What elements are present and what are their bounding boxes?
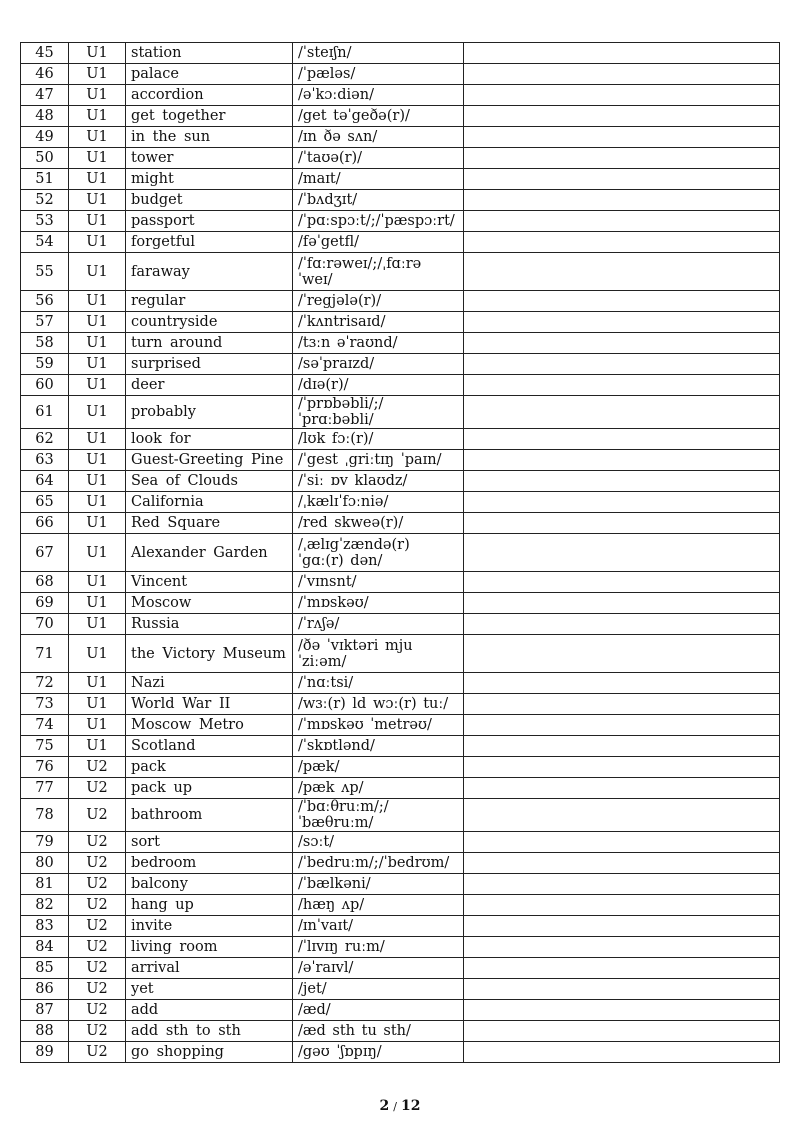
word-cell: accordion (126, 85, 293, 106)
phonetic-cell: /sɔːt/ (293, 832, 464, 853)
table-row (21, 958, 780, 979)
word-cell: turn around (126, 333, 293, 354)
row-number-cell: 82 (21, 895, 69, 916)
phonetic-cell: /ˈprɒbəbli/;/ˈprɑːbəbli/ (293, 396, 464, 429)
unit-cell: U2 (69, 778, 126, 799)
row-number-cell: 50 (21, 148, 69, 169)
table-row (21, 534, 780, 572)
unit-cell: U2 (69, 832, 126, 853)
phonetic-cell: /dɪə(r)/ (293, 375, 464, 396)
total-pages-number: 12 (400, 1098, 421, 1114)
table-row (21, 106, 780, 127)
row-number-cell: 68 (21, 572, 69, 593)
notes-cell (464, 979, 780, 1000)
phonetic-cell: /ˈbɑːθruːm/;/ˈbæθruːm/ (293, 799, 464, 832)
table-row (21, 979, 780, 1000)
notes-cell (464, 354, 780, 375)
phonetic-cell: /səˈpraɪzd/ (293, 354, 464, 375)
table-row (21, 1000, 780, 1021)
row-number-cell: 74 (21, 715, 69, 736)
word-cell: invite (126, 916, 293, 937)
table-row (21, 85, 780, 106)
word-cell: Vincent (126, 572, 293, 593)
row-number-cell: 52 (21, 190, 69, 211)
row-number-cell: 84 (21, 937, 69, 958)
phonetic-cell: /ˈsiː ɒv klaʊdz/ (293, 471, 464, 492)
notes-cell (464, 673, 780, 694)
unit-cell: U1 (69, 127, 126, 148)
phonetic-cell: /ˈsteɪʃn/ (293, 43, 464, 64)
unit-cell: U2 (69, 916, 126, 937)
row-number-cell: 72 (21, 673, 69, 694)
phonetic-cell: /ˈbʌdʒɪt/ (293, 190, 464, 211)
row-number-cell: 58 (21, 333, 69, 354)
current-page-number: 2 (379, 1098, 390, 1114)
table-row (21, 291, 780, 312)
phonetic-cell: /æd sth tu sth/ (293, 1021, 464, 1042)
unit-cell: U1 (69, 291, 126, 312)
notes-cell (464, 333, 780, 354)
notes-cell (464, 64, 780, 85)
notes-cell (464, 874, 780, 895)
table-row (21, 635, 780, 673)
row-number-cell: 71 (21, 635, 69, 673)
notes-cell (464, 43, 780, 64)
word-cell: passport (126, 211, 293, 232)
notes-cell (464, 916, 780, 937)
table-row (21, 673, 780, 694)
unit-cell: U1 (69, 375, 126, 396)
row-number-cell: 76 (21, 757, 69, 778)
table-row (21, 429, 780, 450)
vocabulary-table (20, 42, 780, 1063)
word-cell: regular (126, 291, 293, 312)
unit-cell: U2 (69, 874, 126, 895)
word-cell: go shopping (126, 1042, 293, 1063)
unit-cell: U1 (69, 169, 126, 190)
word-cell: palace (126, 64, 293, 85)
row-number-cell: 81 (21, 874, 69, 895)
table-row (21, 190, 780, 211)
notes-cell (464, 148, 780, 169)
word-cell: in the sun (126, 127, 293, 148)
table-row (21, 375, 780, 396)
table-row (21, 874, 780, 895)
table-row (21, 832, 780, 853)
notes-cell (464, 396, 780, 429)
table-row (21, 127, 780, 148)
word-cell: balcony (126, 874, 293, 895)
phonetic-cell: /ˈnɑːtsi/ (293, 673, 464, 694)
phonetic-cell: /fəˈgetfl/ (293, 232, 464, 253)
unit-cell: U1 (69, 715, 126, 736)
unit-cell: U1 (69, 85, 126, 106)
table-row (21, 64, 780, 85)
notes-cell (464, 375, 780, 396)
word-cell: hang up (126, 895, 293, 916)
notes-cell (464, 635, 780, 673)
unit-cell: U1 (69, 471, 126, 492)
unit-cell: U2 (69, 1000, 126, 1021)
word-cell: Moscow Metro (126, 715, 293, 736)
unit-cell: U1 (69, 429, 126, 450)
notes-cell (464, 832, 780, 853)
page-footer (0, 1098, 800, 1114)
table-row (21, 757, 780, 778)
word-cell: forgetful (126, 232, 293, 253)
notes-cell (464, 211, 780, 232)
row-number-cell: 61 (21, 396, 69, 429)
table-row (21, 593, 780, 614)
phonetic-cell: /wɜː(r) ld wɔː(r) tuː/ (293, 694, 464, 715)
row-number-cell: 83 (21, 916, 69, 937)
phonetic-cell: /get təˈgeðə(r)/ (293, 106, 464, 127)
row-number-cell: 49 (21, 127, 69, 148)
phonetic-cell: /ˈskɒtlənd/ (293, 736, 464, 757)
phonetic-cell: /maɪt/ (293, 169, 464, 190)
phonetic-cell: /ˈkʌntrisaɪd/ (293, 312, 464, 333)
table-row (21, 736, 780, 757)
row-number-cell: 56 (21, 291, 69, 312)
phonetic-cell: /ˌælɪgˈzændə(r) ˈgɑː(r) dən/ (293, 534, 464, 572)
row-number-cell: 79 (21, 832, 69, 853)
table-row (21, 572, 780, 593)
phonetic-cell: /hæŋ ʌp/ (293, 895, 464, 916)
notes-cell (464, 694, 780, 715)
word-cell: pack (126, 757, 293, 778)
notes-cell (464, 937, 780, 958)
unit-cell: U1 (69, 232, 126, 253)
word-cell: add (126, 1000, 293, 1021)
vocabulary-table-body (21, 43, 780, 1063)
word-cell: bedroom (126, 853, 293, 874)
table-row (21, 937, 780, 958)
notes-cell (464, 572, 780, 593)
word-cell: deer (126, 375, 293, 396)
notes-cell (464, 85, 780, 106)
unit-cell: U1 (69, 534, 126, 572)
unit-cell: U2 (69, 979, 126, 1000)
row-number-cell: 86 (21, 979, 69, 1000)
notes-cell (464, 757, 780, 778)
phonetic-cell: /ɪn ðə sʌn/ (293, 127, 464, 148)
word-cell: budget (126, 190, 293, 211)
phonetic-cell: /lʊk fɔː(r)/ (293, 429, 464, 450)
table-row (21, 232, 780, 253)
word-cell: yet (126, 979, 293, 1000)
word-cell: pack up (126, 778, 293, 799)
table-row (21, 778, 780, 799)
phonetic-cell: /ˈlɪvɪŋ ruːm/ (293, 937, 464, 958)
row-number-cell: 69 (21, 593, 69, 614)
phonetic-cell: /ˈbedruːm/;/ˈbedrʊm/ (293, 853, 464, 874)
phonetic-cell: /ˈrʌʃə/ (293, 614, 464, 635)
notes-cell (464, 614, 780, 635)
table-row (21, 169, 780, 190)
unit-cell: U1 (69, 354, 126, 375)
row-number-cell: 67 (21, 534, 69, 572)
word-cell: Sea of Clouds (126, 471, 293, 492)
row-number-cell: 88 (21, 1021, 69, 1042)
table-row (21, 471, 780, 492)
notes-cell (464, 715, 780, 736)
notes-cell (464, 853, 780, 874)
word-cell: might (126, 169, 293, 190)
word-cell: probably (126, 396, 293, 429)
row-number-cell: 48 (21, 106, 69, 127)
table-row (21, 1021, 780, 1042)
table-row (21, 694, 780, 715)
unit-cell: U1 (69, 253, 126, 291)
word-cell: Alexander Garden (126, 534, 293, 572)
unit-cell: U1 (69, 396, 126, 429)
row-number-cell: 53 (21, 211, 69, 232)
row-number-cell: 75 (21, 736, 69, 757)
word-cell: Guest-Greeting Pine (126, 450, 293, 471)
table-row (21, 1042, 780, 1063)
phonetic-cell: /ˈmɒskəʊ/ (293, 593, 464, 614)
notes-cell (464, 232, 780, 253)
notes-cell (464, 169, 780, 190)
word-cell: Russia (126, 614, 293, 635)
row-number-cell: 62 (21, 429, 69, 450)
table-row (21, 333, 780, 354)
unit-cell: U1 (69, 148, 126, 169)
unit-cell: U1 (69, 333, 126, 354)
row-number-cell: 45 (21, 43, 69, 64)
word-cell: faraway (126, 253, 293, 291)
notes-cell (464, 492, 780, 513)
table-row (21, 148, 780, 169)
row-number-cell: 87 (21, 1000, 69, 1021)
row-number-cell: 60 (21, 375, 69, 396)
row-number-cell: 70 (21, 614, 69, 635)
table-row (21, 853, 780, 874)
notes-cell (464, 958, 780, 979)
table-row (21, 492, 780, 513)
phonetic-cell: /ˈfɑːrəweɪ/;/ˌfɑːrə ˈweɪ/ (293, 253, 464, 291)
unit-cell: U1 (69, 106, 126, 127)
notes-cell (464, 1042, 780, 1063)
table-row (21, 43, 780, 64)
word-cell: Red Square (126, 513, 293, 534)
table-row (21, 450, 780, 471)
row-number-cell: 77 (21, 778, 69, 799)
notes-cell (464, 429, 780, 450)
word-cell: bathroom (126, 799, 293, 832)
row-number-cell: 85 (21, 958, 69, 979)
word-cell: station (126, 43, 293, 64)
row-number-cell: 57 (21, 312, 69, 333)
row-number-cell: 65 (21, 492, 69, 513)
unit-cell: U1 (69, 43, 126, 64)
notes-cell (464, 253, 780, 291)
unit-cell: U2 (69, 853, 126, 874)
page-separator: / (393, 1100, 397, 1113)
word-cell: get together (126, 106, 293, 127)
unit-cell: U1 (69, 736, 126, 757)
phonetic-cell: /ɪnˈvaɪt/ (293, 916, 464, 937)
unit-cell: U2 (69, 937, 126, 958)
phonetic-cell: /jet/ (293, 979, 464, 1000)
word-cell: sort (126, 832, 293, 853)
row-number-cell: 47 (21, 85, 69, 106)
word-cell: countryside (126, 312, 293, 333)
unit-cell: U1 (69, 673, 126, 694)
unit-cell: U1 (69, 190, 126, 211)
word-cell: the Victory Museum (126, 635, 293, 673)
unit-cell: U1 (69, 614, 126, 635)
row-number-cell: 73 (21, 694, 69, 715)
phonetic-cell: /ˈmɒskəʊ ˈmetrəʊ/ (293, 715, 464, 736)
phonetic-cell: /əˈraɪvl/ (293, 958, 464, 979)
word-cell: living room (126, 937, 293, 958)
row-number-cell: 78 (21, 799, 69, 832)
unit-cell: U1 (69, 572, 126, 593)
notes-cell (464, 534, 780, 572)
notes-cell (464, 1000, 780, 1021)
phonetic-cell: /pæk ʌp/ (293, 778, 464, 799)
row-number-cell: 80 (21, 853, 69, 874)
notes-cell (464, 513, 780, 534)
row-number-cell: 89 (21, 1042, 69, 1063)
phonetic-cell: /ˈtaʊə(r)/ (293, 148, 464, 169)
unit-cell: U2 (69, 757, 126, 778)
unit-cell: U1 (69, 312, 126, 333)
table-row (21, 916, 780, 937)
word-cell: Nazi (126, 673, 293, 694)
notes-cell (464, 127, 780, 148)
unit-cell: U2 (69, 1042, 126, 1063)
unit-cell: U1 (69, 64, 126, 85)
table-row (21, 799, 780, 832)
phonetic-cell: /ˈpæləs/ (293, 64, 464, 85)
table-row (21, 715, 780, 736)
row-number-cell: 63 (21, 450, 69, 471)
notes-cell (464, 190, 780, 211)
table-row (21, 513, 780, 534)
notes-cell (464, 471, 780, 492)
table-row (21, 895, 780, 916)
phonetic-cell: /ˈvɪnsnt/ (293, 572, 464, 593)
notes-cell (464, 778, 780, 799)
unit-cell: U2 (69, 799, 126, 832)
row-number-cell: 59 (21, 354, 69, 375)
unit-cell: U1 (69, 593, 126, 614)
unit-cell: U1 (69, 694, 126, 715)
phonetic-cell: /ˈpɑːspɔːt/;/ˈpæspɔːrt/ (293, 211, 464, 232)
row-number-cell: 51 (21, 169, 69, 190)
phonetic-cell: /ˌkælɪˈfɔːniə/ (293, 492, 464, 513)
row-number-cell: 46 (21, 64, 69, 85)
unit-cell: U2 (69, 895, 126, 916)
notes-cell (464, 593, 780, 614)
word-cell: tower (126, 148, 293, 169)
notes-cell (464, 312, 780, 333)
table-row (21, 396, 780, 429)
table-row (21, 211, 780, 232)
phonetic-cell: /red skweə(r)/ (293, 513, 464, 534)
unit-cell: U1 (69, 450, 126, 471)
row-number-cell: 66 (21, 513, 69, 534)
notes-cell (464, 106, 780, 127)
notes-cell (464, 736, 780, 757)
table-row (21, 614, 780, 635)
notes-cell (464, 895, 780, 916)
word-cell: Moscow (126, 593, 293, 614)
phonetic-cell: /əˈkɔːdiən/ (293, 85, 464, 106)
notes-cell (464, 1021, 780, 1042)
phonetic-cell: /ˈbælkəni/ (293, 874, 464, 895)
phonetic-cell: /ˈgest ˌgriːtɪŋ ˈpaɪn/ (293, 450, 464, 471)
word-cell: arrival (126, 958, 293, 979)
unit-cell: U1 (69, 513, 126, 534)
table-row (21, 354, 780, 375)
phonetic-cell: /æd/ (293, 1000, 464, 1021)
table-row (21, 312, 780, 333)
row-number-cell: 55 (21, 253, 69, 291)
phonetic-cell: /ˈregjələ(r)/ (293, 291, 464, 312)
row-number-cell: 64 (21, 471, 69, 492)
phonetic-cell: /gəʊ ˈʃɒpɪŋ/ (293, 1042, 464, 1063)
table-row (21, 253, 780, 291)
notes-cell (464, 291, 780, 312)
phonetic-cell: /tɜːn əˈraʊnd/ (293, 333, 464, 354)
unit-cell: U1 (69, 492, 126, 513)
word-cell: look for (126, 429, 293, 450)
unit-cell: U1 (69, 635, 126, 673)
word-cell: add sth to sth (126, 1021, 293, 1042)
unit-cell: U1 (69, 211, 126, 232)
notes-cell (464, 450, 780, 471)
word-cell: World War II (126, 694, 293, 715)
unit-cell: U2 (69, 958, 126, 979)
word-cell: surprised (126, 354, 293, 375)
unit-cell: U2 (69, 1021, 126, 1042)
phonetic-cell: /ðə ˈvɪktəri mju ˈziːəm/ (293, 635, 464, 673)
notes-cell (464, 799, 780, 832)
phonetic-cell: /pæk/ (293, 757, 464, 778)
word-cell: California (126, 492, 293, 513)
word-cell: Scotland (126, 736, 293, 757)
row-number-cell: 54 (21, 232, 69, 253)
